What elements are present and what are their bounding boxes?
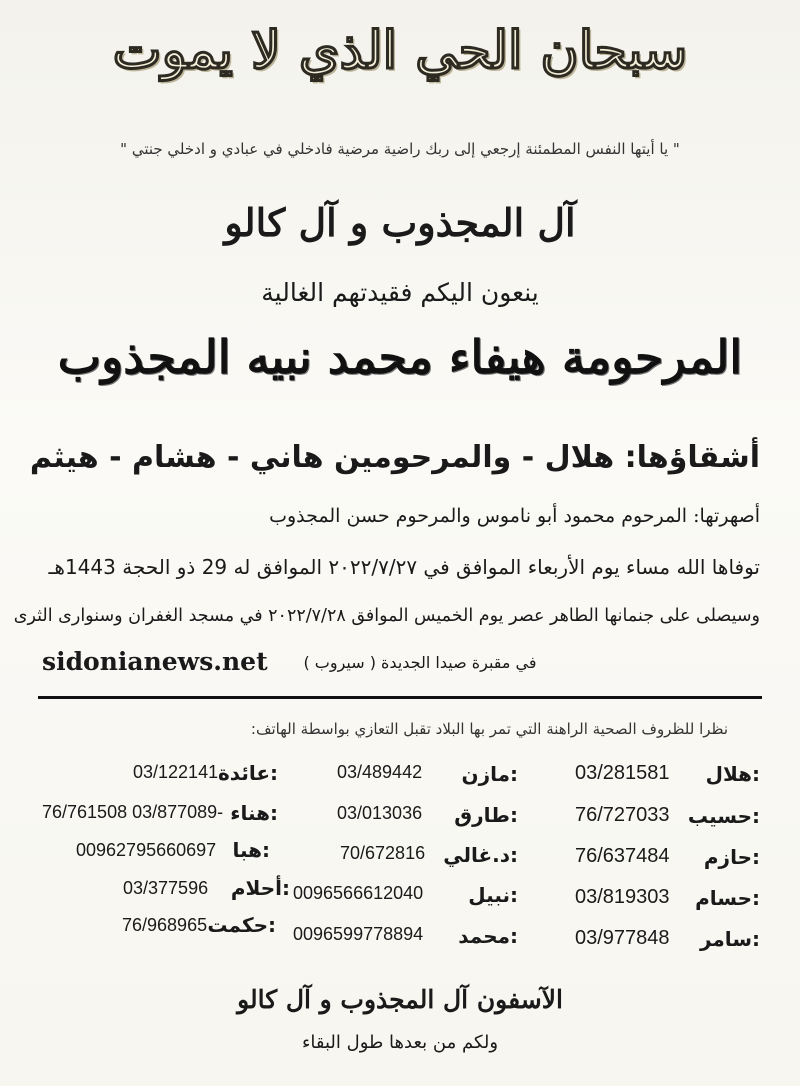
- contact-phone: 03/377596: [123, 878, 209, 898]
- website-watermark: sidonianews.net: [42, 647, 268, 676]
- funeral-prayer-line: وسيصلى على جنمانها الطاهر عصر يوم الخميس الموافق ٢٠٢٢/٧/٢٨ في مسجد الغفران وسنوارى الثرى: [13, 606, 760, 626]
- contact-phone: 03/281581: [575, 762, 670, 784]
- calligraphy-header: سبحان الحي الذي لا يموت: [112, 20, 688, 81]
- contact-name: مازن:: [461, 762, 518, 786]
- announcement-line: ينعون اليكم فقيدتهم الغالية: [261, 278, 539, 307]
- contact-phone: 70/672816: [340, 843, 426, 863]
- contact-name: أحلام:: [230, 876, 290, 900]
- death-date-line: توفاها الله مساء يوم الأربعاء الموافق في ٢٠٢٢/٧/٢٧ الموافق له 29 ذو الحجة 1443هـ: [48, 555, 760, 579]
- contact-phone: 0096599778894: [293, 924, 424, 944]
- contact-phone: 00962795660697: [76, 840, 217, 860]
- contact-phone: 76/637484: [575, 845, 670, 867]
- contact-phone: 03/013036: [337, 803, 423, 823]
- closing-condolence: ولكم من بعدها طول البقاء: [301, 1032, 499, 1053]
- burial-place: في مقبرة صيدا الجديدة ( سيروب ): [303, 653, 537, 672]
- contact-phone: 03/122141: [133, 762, 219, 782]
- contact-phone: 03/819303: [575, 886, 670, 908]
- contact-phone: 76/727033: [575, 804, 670, 826]
- contact-name: حكمت:: [207, 913, 276, 937]
- families-title: آل المجذوب و آل كالو: [224, 200, 576, 245]
- contact-name: هلال:: [705, 762, 760, 786]
- in-laws-line: أصهرتها: المرحوم محمود أبو ناموس والمرحوم حسن المجذوب: [269, 505, 760, 527]
- siblings-line: أشقاؤها: هلال - والمرحومين هاني - هشام - هيثم: [29, 440, 760, 475]
- contact-name: محمد:: [458, 924, 518, 948]
- contact-phone: 03/977848: [575, 927, 670, 949]
- contact-name: هبا:: [232, 838, 270, 862]
- condolences-note: نظرا للظروف الصحية الراهنة التي تمر بها البلاد تقبل التعازي بواسطة الهاتف:: [250, 720, 728, 738]
- contact-name: حازم:: [703, 845, 760, 869]
- contact-phone: 76/968965: [122, 915, 208, 935]
- contact-name: حسام:: [695, 886, 760, 910]
- deceased-name: المرحومة هيفاء محمد نبيه المجذوب: [57, 330, 743, 384]
- contact-name: هناء:: [230, 801, 278, 825]
- contact-name: عائدة:: [217, 761, 278, 785]
- contact-name: د.غالي:: [443, 843, 518, 867]
- contact-name: طارق:: [454, 803, 518, 827]
- contact-name: سامر:: [699, 927, 760, 951]
- contact-phone: 03/489442: [337, 762, 423, 782]
- section-divider: [38, 696, 762, 699]
- contact-name: حسيب:: [687, 804, 760, 828]
- contact-phone: 76/761508 03/877089-: [42, 802, 224, 822]
- quran-verse: " يا أيتها النفس المطمئنة إرجعي إلى ربك راضية مرضية فادخلي في عبادي و ادخلي جنتي ": [120, 140, 680, 158]
- contact-phone: 0096566612040: [293, 883, 424, 903]
- closing-mourners: الآسفون آل المجذوب و آل كالو: [237, 985, 563, 1014]
- contact-name: نبيل:: [468, 883, 518, 907]
